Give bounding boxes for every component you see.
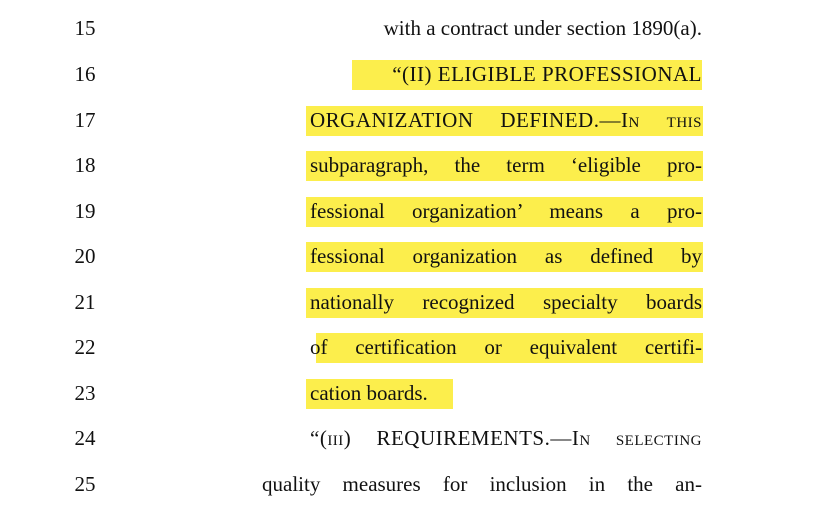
line-19 — [0, 191, 827, 231]
line-15 — [0, 8, 827, 48]
line-16 — [0, 54, 827, 94]
line-text: of certification or equivalent certifi- — [310, 335, 702, 359]
line-22 — [0, 327, 827, 367]
line-number: 21 — [74, 290, 96, 314]
line-text: subparagraph, the term ‘eligible pro- — [310, 153, 702, 177]
line-number: 18 — [74, 153, 96, 177]
line-text: with a contract under section 1890(a). — [383, 16, 702, 40]
line-number: 19 — [74, 199, 96, 223]
line-text: nationally recognized specialty boards — [310, 290, 702, 314]
line-20 — [0, 236, 827, 276]
line-21 — [0, 282, 827, 322]
line-number: 23 — [74, 381, 96, 405]
line-number: 22 — [74, 335, 96, 359]
line-25 — [0, 464, 827, 504]
line-text: ORGANIZATION DEFINED.—In this — [310, 108, 702, 132]
line-text: fessional organization’ means a pro- — [310, 199, 702, 223]
line-23 — [0, 373, 827, 413]
line-text: “(II) ELIGIBLE PROFESSIONAL — [392, 62, 702, 86]
line-number: 16 — [74, 62, 96, 86]
line-text: cation boards. — [310, 381, 428, 405]
line-text: fessional organization as defined by — [310, 244, 702, 268]
line-17 — [0, 100, 827, 140]
line-number: 15 — [74, 16, 96, 40]
line-24 — [0, 418, 827, 458]
line-number: 25 — [74, 472, 96, 496]
line-number: 20 — [74, 244, 96, 268]
line-number: 17 — [74, 108, 96, 132]
line-text: quality measures for inclusion in the an- — [262, 472, 702, 496]
line-number: 24 — [74, 426, 96, 450]
line-text: “(iii) REQUIREMENTS.—In selecting — [310, 426, 702, 450]
line-18 — [0, 145, 827, 185]
